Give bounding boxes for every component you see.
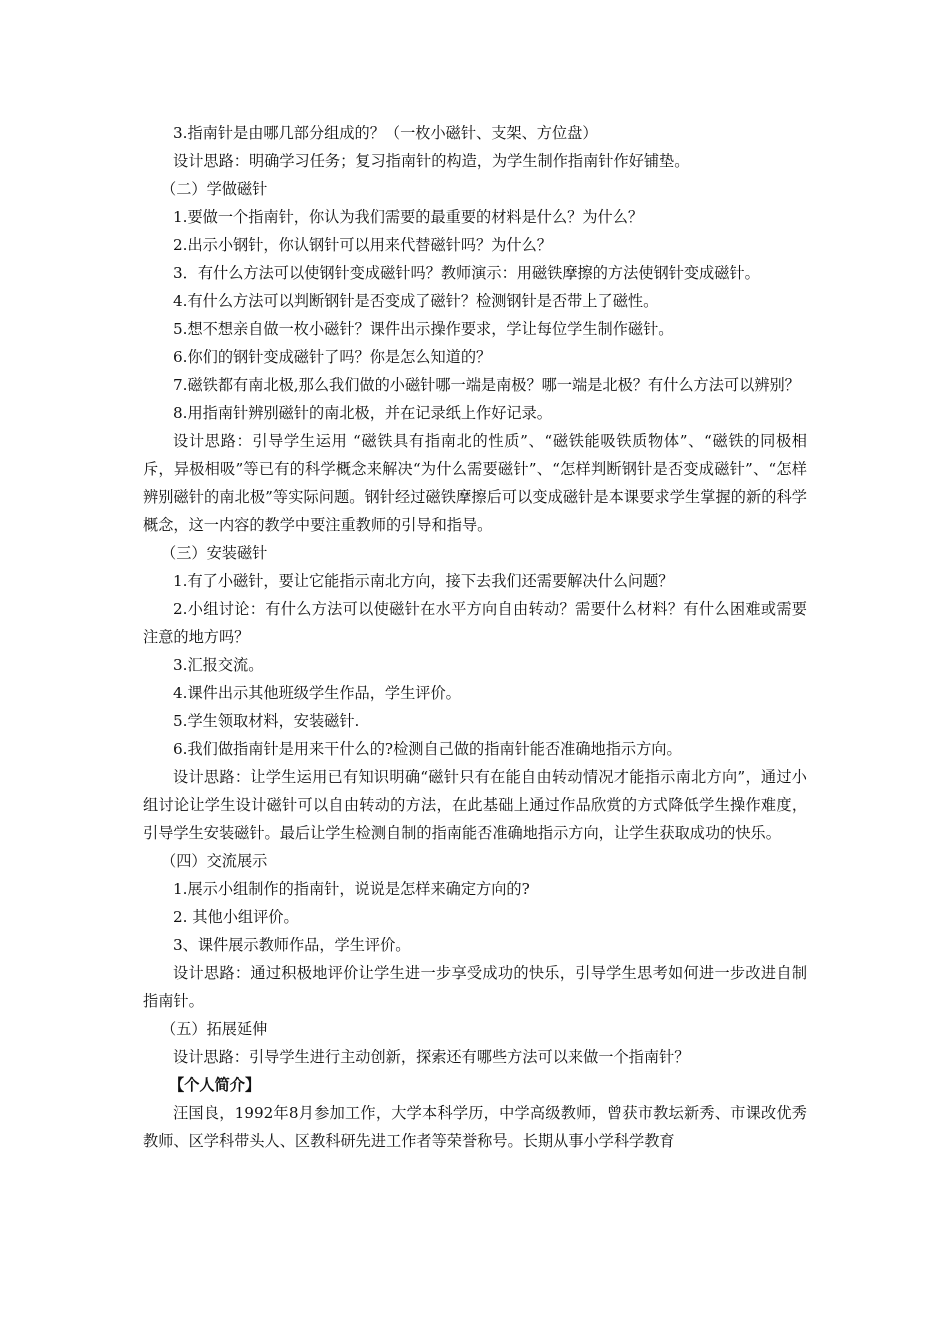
paragraph: 6.我们做指南针是用来干什么的?检测自己做的指南针能否准确地指示方向。 bbox=[173, 740, 682, 758]
paragraph: 设计思路：引导学生进行主动创新，探索还有哪些方法可以来做一个指南针？ bbox=[173, 1048, 690, 1066]
paragraph: 4.有什么方法可以判断钢针是否变成了磁针？检测钢针是否带上了磁性。 bbox=[173, 292, 659, 310]
document-body bbox=[143, 119, 807, 1155]
paragraph: 7.磁铁都有南北极,那么我们做的小磁针哪一端是南极？哪一端是北极？有什么方法可以辨别？ bbox=[173, 376, 800, 394]
paragraph: 1.要做一个指南针，你认为我们需要的最重要的材料是什么？为什么？ bbox=[173, 208, 644, 226]
paragraph: 4.课件出示其他班级学生作品，学生评价。 bbox=[173, 684, 461, 702]
paragraph: 设计思路：通过积极地评价让学生进一步享受成功的快乐，引导学生思考如何进一步改进自制指南针。 bbox=[143, 964, 807, 1010]
paragraph: 3.指南针是由哪几部分组成的？（一枚小磁针、支架、方位盘） bbox=[173, 124, 598, 142]
paragraph: 8.用指南针辨别磁针的南北极，并在记录纸上作好记录。 bbox=[173, 404, 552, 422]
paragraph: 设计思路：引导学生运用 “磁铁具有指南北的性质”、“磁铁能吸铁质物体”、“磁铁的同极相斥，异极相吸”等已有的科学概念来解决“为什么需要磁针”、“怎样判断钢针是否变成磁针”、“怎样辨别磁针的南北极”等实际问题。钢针经过磁铁摩擦后可以变成磁针是本课要求学生掌握的新的科学概念，这一内容的教学中要注重教师的引导和指导。 bbox=[143, 432, 807, 534]
paragraph: 2.小组讨论：有什么方法可以使磁针在水平方向自由转动？需要什么材料？有什么困难或需要注意的地方吗？ bbox=[143, 600, 807, 646]
paragraph: 5.学生领取材料，安装磁针. bbox=[173, 712, 360, 730]
paragraph: 1.展示小组制作的指南针，说说是怎样来确定方向的? bbox=[173, 880, 530, 898]
paragraph: 汪国良，1992年8月参加工作，大学本科学历，中学高级教师，曾获市教坛新秀、市课改优秀教师、区学科带头人、区教科研先进工作者等荣誉称号。长期从事小学科学教育 bbox=[143, 1104, 807, 1150]
section-heading: （三）安装磁针 bbox=[161, 544, 268, 562]
paragraph: 2. 其他小组评价。 bbox=[173, 908, 299, 926]
paragraph: 设计思路：让学生运用已有知识明确“磁针只有在能自由转动情况才能指示南北方向”，通过小组讨论让学生设计磁针可以自由转动的方法，在此基础上通过作品欣赏的方式降低学生操作难度，引导学生安装磁针。最后让学生检测自制的指南能否准确地指示方向，让学生获取成功的快乐。 bbox=[143, 768, 807, 842]
paragraph: 3.汇报交流。 bbox=[173, 656, 264, 674]
paragraph: 3．有什么方法可以使钢针变成磁针吗？教师演示：用磁铁摩擦的方法使钢针变成磁针。 bbox=[173, 264, 760, 282]
paragraph: 2.出示小钢针，你认钢针可以用来代替磁针吗？为什么？ bbox=[173, 236, 552, 254]
paragraph: 5.想不想亲自做一枚小磁针？课件出示操作要求，学让每位学生制作磁针。 bbox=[173, 320, 674, 338]
section-heading: （二）学做磁针 bbox=[161, 180, 268, 198]
section-heading: （四）交流展示 bbox=[161, 852, 268, 870]
section-heading: （五）拓展延伸 bbox=[161, 1020, 268, 1038]
paragraph: 6.你们的钢针变成磁针了吗？你是怎么知道的？ bbox=[173, 348, 492, 366]
bold-heading: 【个人简介】 bbox=[169, 1076, 261, 1094]
paragraph: 1.有了小磁针，要让它能指示南北方向，接下去我们还需要解决什么问题？ bbox=[173, 572, 674, 590]
paragraph: 设计思路：明确学习任务；复习指南针的构造，为学生制作指南针作好铺垫。 bbox=[173, 152, 690, 170]
paragraph: 3、课件展示教师作品，学生评价。 bbox=[173, 936, 411, 954]
